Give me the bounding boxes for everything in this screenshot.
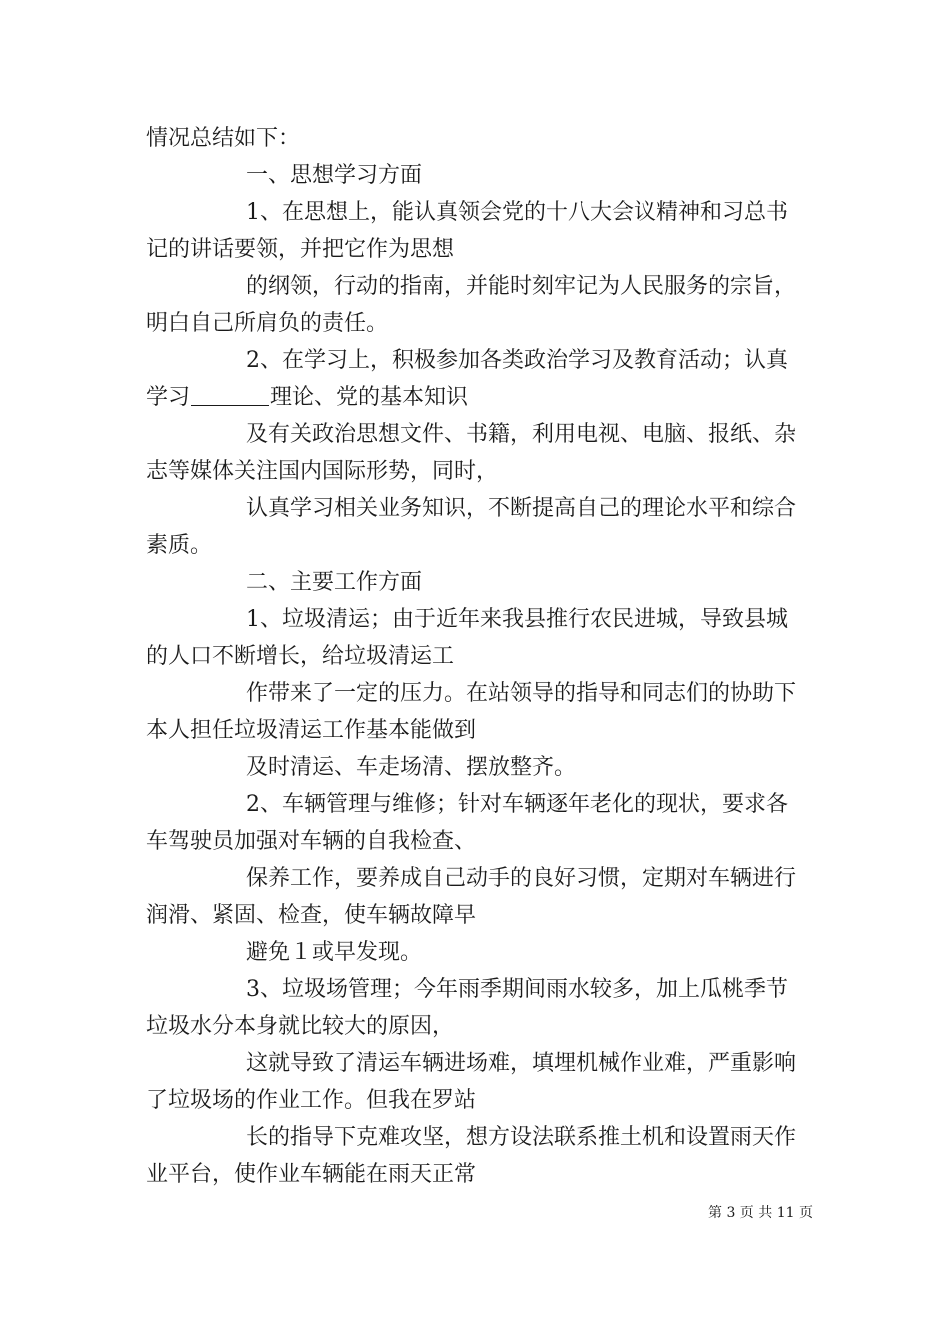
section-heading: 一、思想学习方面 xyxy=(246,163,423,188)
text-line: 2、车辆管理与维修；针对车辆逐年老化的现状，要求各 xyxy=(246,792,788,817)
text-line: 记的讲话要领，并把它作为思想 xyxy=(146,237,455,262)
text-line: 的人口不断增长，给垃圾清运工 xyxy=(146,644,455,669)
text-fragment: 学习 xyxy=(146,385,191,410)
fill-in-blank xyxy=(191,385,269,406)
text-line: 了垃圾场的作业工作。但我在罗站 xyxy=(146,1088,477,1113)
page-number-footer: 第 3 页 共 11 页 xyxy=(708,1205,813,1221)
text-line: 长的指导下克难攻坚，想方设法联系推土机和设置雨天作 xyxy=(246,1125,797,1150)
text-line: 志等媒体关注国内国际形势，同时， xyxy=(146,459,499,484)
section-heading: 二、主要工作方面 xyxy=(246,570,423,595)
text-line: 认真学习相关业务知识，不断提高自己的理论水平和综合 xyxy=(246,496,797,521)
text-line: 明白自己所肩负的责任。 xyxy=(146,311,389,336)
text-line: 1、垃圾清运；由于近年来我县推行农民进城，导致县城 xyxy=(246,607,788,632)
text-line: 避免１或早发现。 xyxy=(246,940,423,965)
text-line: 及时清运、车走场清、摆放整齐。 xyxy=(246,755,577,780)
text-line: 作带来了一定的压力。在站领导的指导和同志们的协助下 xyxy=(246,681,797,706)
text-line: 的纲领，行动的指南，并能时刻牢记为人民服务的宗旨， xyxy=(246,274,797,299)
text-fragment: 理论、党的基本知识 xyxy=(270,385,469,410)
text-line: 业平台，使作业车辆能在雨天正常 xyxy=(146,1162,477,1187)
text-line: 润滑、紧固、检查，使车辆故障早 xyxy=(146,903,477,928)
text-line: 这就导致了清运车辆进场难，填埋机械作业难，严重影响 xyxy=(246,1051,797,1076)
text-line: 素质。 xyxy=(146,533,213,558)
text-line: 垃圾水分本身就比较大的原因， xyxy=(146,1014,455,1039)
text-line xyxy=(146,383,468,413)
text-line: 2、在学习上，积极参加各类政治学习及教育活动；认真 xyxy=(246,348,788,373)
text-line: 本人担任垃圾清运工作基本能做到 xyxy=(146,718,477,743)
text-line: 及有关政治思想文件、书籍，利用电视、电脑、报纸、杂 xyxy=(246,422,797,447)
text-line: 车驾驶员加强对车辆的自我检查、 xyxy=(146,829,477,854)
text-line: 1、在思想上，能认真领会党的十八大会议精神和习总书 xyxy=(246,200,788,225)
text-line: 情况总结如下： xyxy=(146,126,301,151)
text-line: 保养工作，要养成自己动手的良好习惯，定期对车辆进行 xyxy=(246,866,797,891)
text-line: 3、垃圾场管理；今年雨季期间雨水较多，加上瓜桃季节 xyxy=(246,977,788,1002)
